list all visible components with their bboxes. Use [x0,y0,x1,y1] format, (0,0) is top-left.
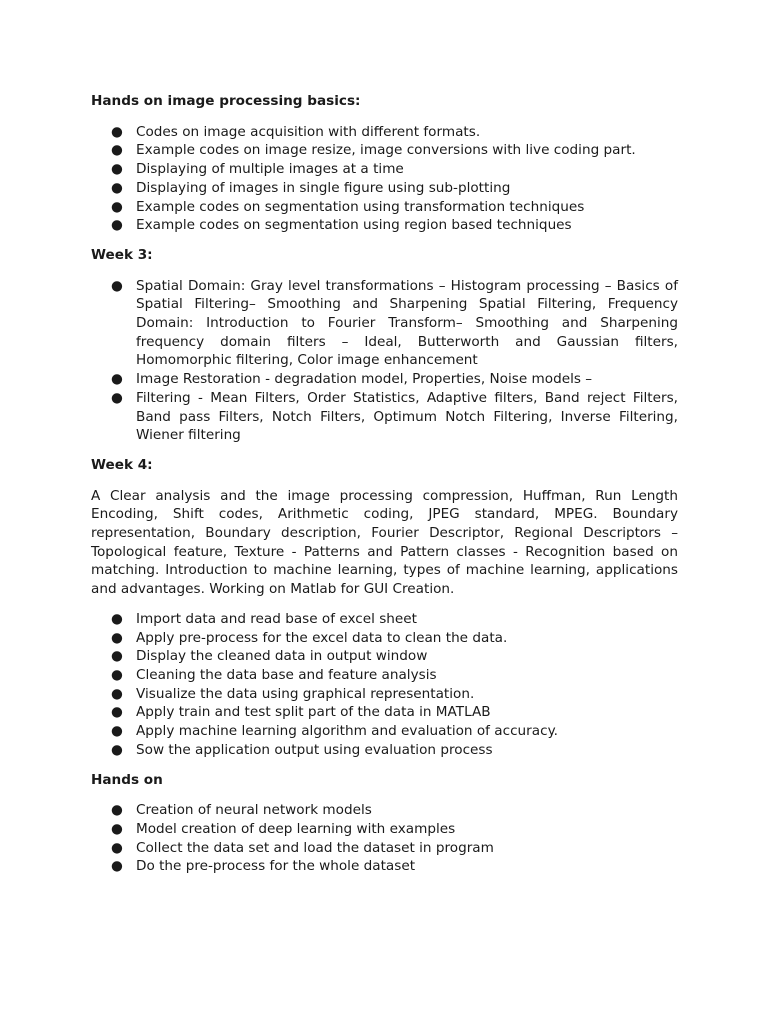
list-item: ● Displaying of images in single figure using sub-plotting [111,179,511,196]
list-item: ● Codes on image acquisition with different formats. [111,123,481,140]
bullet-icon: ● [111,802,123,819]
image-processing-basics-list [91,123,678,235]
bullet-icon: ● [111,839,123,856]
bullet-icon: ● [111,198,123,215]
list-item: ● Example codes on segmentation using transformation techniques [111,198,585,215]
list-item: ● Apply pre-process for the excel data to clean the data. [111,629,508,646]
bullet-icon: ● [111,123,123,140]
list-item: ● Sow the application output using evaluation process [111,741,493,758]
bullet-icon: ● [111,685,123,702]
list-item: ● Spatial Domain: Gray level transformations – Histogram processing – Basics of Spatial Filtering– Smoothing and Sharpening Spatial Filtering, Frequency Domain: Introduction to Fourier Transform– Smoothing and Sharpening frequency domain filters – Ideal, Butterworth and Gaussian filters, Homomorphic filtering, Color image enhancement [111,277,678,369]
bullet-icon: ● [111,217,123,234]
list-item: ● Display the cleaned data in output window [111,648,428,665]
list-item: ● Image Restoration - degradation model, Properties, Noise models – [111,371,593,388]
bullet-icon: ● [111,389,123,406]
bullet-icon: ● [111,741,123,758]
list-item: ● Apply machine learning algorithm and evaluation of accuracy. [111,723,558,740]
bullet-icon: ● [111,820,123,837]
list-item: ● Cleaning the data base and feature analysis [111,666,437,683]
bullet-icon: ● [111,858,123,875]
list-item: ● Do the pre-process for the whole dataset [111,858,416,875]
list-item: ● Filtering - Mean Filters, Order Statistics, Adaptive filters, Band reject Filters, Band pass Filters, Notch Filters, Optimum Notch Filtering, Inverse Filtering, Wiener filtering [111,389,678,444]
bullet-icon: ● [111,610,123,627]
section-heading-hands-on: Hands on [91,771,163,788]
list-item: ● Import data and read base of excel sheet [111,610,417,627]
section-heading-week-4: Week 4: [91,456,153,473]
bullet-icon: ● [111,371,123,388]
week-4-list [91,610,678,760]
bullet-icon: ● [111,179,123,196]
bullet-icon: ● [111,629,123,646]
list-item: ● Model creation of deep learning with examples [111,820,456,837]
list-item: ● Visualize the data using graphical representation. [111,685,475,702]
bullet-icon: ● [111,142,123,159]
bullet-icon: ● [111,704,123,721]
hands-on-list [91,801,678,876]
bullet-icon: ● [111,277,123,294]
list-item: ● Example codes on segmentation using region based techniques [111,217,572,234]
week-4-paragraph: A Clear analysis and the image processing compression, Huffman, Run Length Encoding, Shift codes, Arithmetic coding, JPEG standard, MPEG. Boundary representation, Boundary description, Fourier Descriptor, Regional Descriptors – Topological feature, Texture - Patterns and Pattern classes - Recognition based on matching. Introduction to machine learning, types of machine learning, applications and advantages. Working on Matlab for GUI Creation. [91,487,678,598]
week-3-list [91,277,678,445]
bullet-icon: ● [111,666,123,683]
list-item: ● Apply train and test split part of the data in MATLAB [111,704,491,721]
list-item: ● Displaying of multiple images at a time [111,161,404,178]
bullet-icon: ● [111,161,123,178]
section-heading-image-processing-basics: Hands on image processing basics: [91,93,361,109]
list-item: ● Example codes on image resize, image conversions with live coding part. [111,142,636,159]
list-item: ● Collect the data set and load the dataset in program [111,839,494,856]
list-item: ● Creation of neural network models [111,802,372,819]
section-heading-week-3: Week 3: [91,246,153,263]
bullet-icon: ● [111,648,123,665]
bullet-icon: ● [111,723,123,740]
document-page [91,92,678,876]
